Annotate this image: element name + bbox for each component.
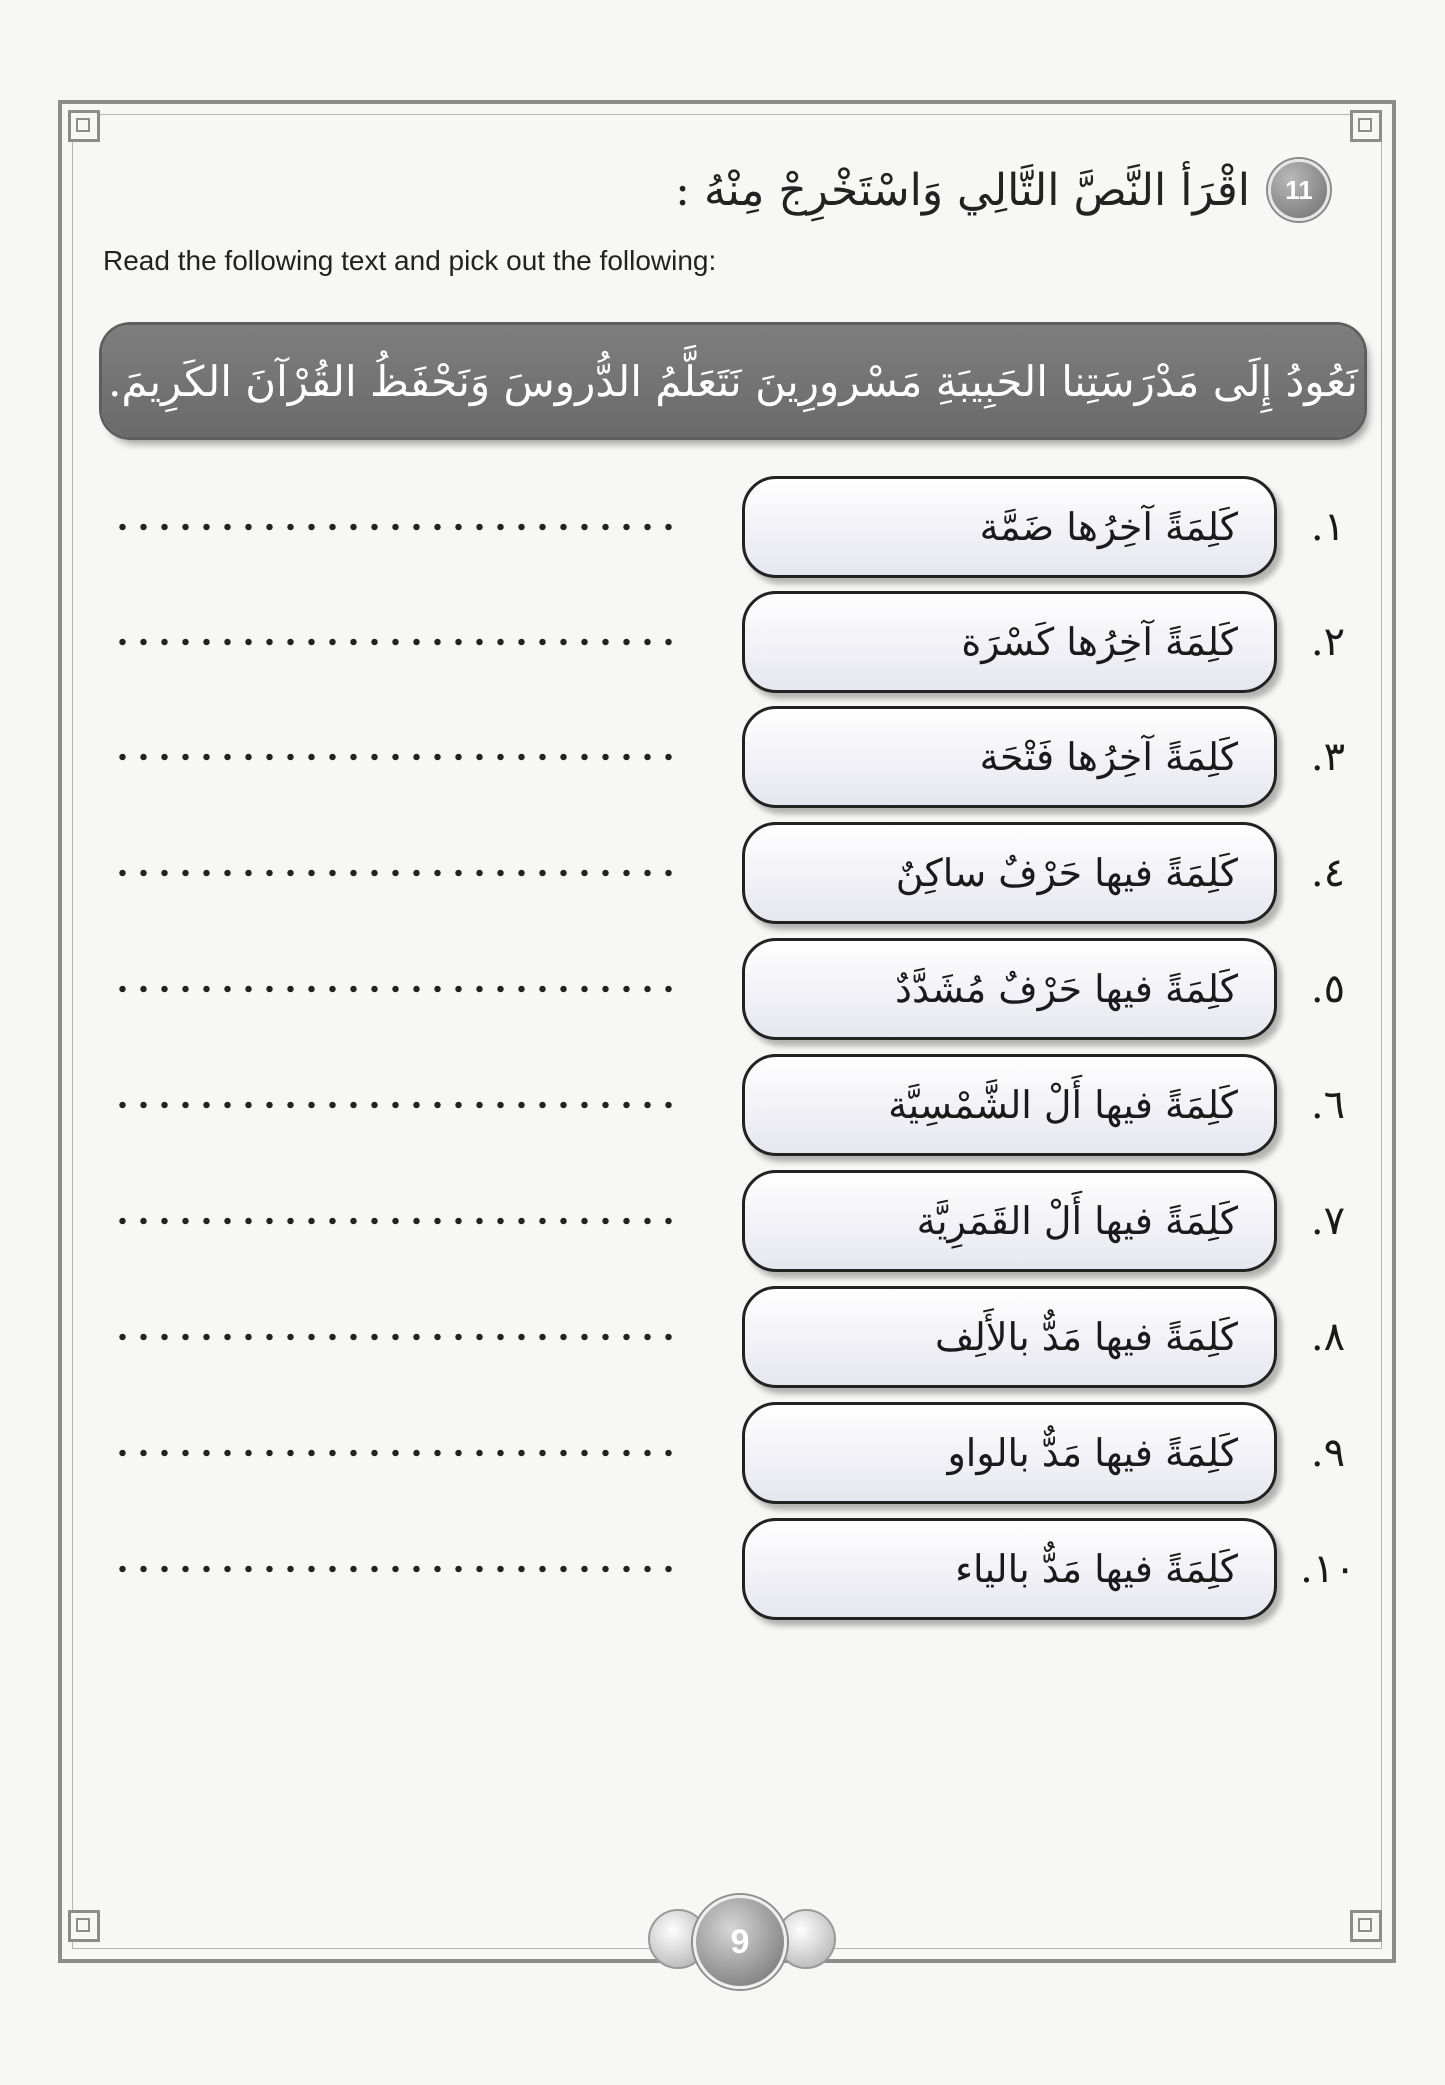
item-number: ٩. xyxy=(1310,1430,1346,1476)
prompt-text: كَلِمَةً فيها مَدٌّ بالياء xyxy=(955,1547,1238,1591)
item-number: ٣. xyxy=(1310,734,1346,780)
prompt-box xyxy=(742,1286,1277,1388)
prompt-text: كَلِمَةً فيها مَدٌّ بالواو xyxy=(947,1431,1238,1475)
prompt-box xyxy=(742,1518,1277,1620)
prompt-box xyxy=(742,1402,1277,1504)
item-number: ٦. xyxy=(1310,1082,1346,1128)
list-item xyxy=(100,706,1360,808)
prompt-text: كَلِمَةً آخِرُها ضَمَّة xyxy=(979,505,1238,549)
answer-line[interactable] xyxy=(112,1448,682,1458)
item-number: ٨. xyxy=(1310,1314,1346,1360)
prompt-box xyxy=(742,1170,1277,1272)
answer-line[interactable] xyxy=(112,522,682,532)
list-item xyxy=(100,1170,1360,1272)
prompt-box xyxy=(742,822,1277,924)
item-number: ٤. xyxy=(1310,850,1346,896)
list-item xyxy=(100,938,1360,1040)
page-number: 9 xyxy=(693,1895,787,1989)
prompt-box xyxy=(742,591,1277,693)
prompt-text: كَلِمَةً آخِرُها فَتْحَة xyxy=(979,735,1238,779)
answer-line[interactable] xyxy=(112,752,682,762)
prompt-box xyxy=(742,938,1277,1040)
exercise-number-badge: 11 xyxy=(1268,159,1330,221)
answer-line[interactable] xyxy=(112,637,682,647)
list-item xyxy=(100,591,1360,693)
item-number: ٢. xyxy=(1310,619,1346,665)
list-item xyxy=(100,1402,1360,1504)
prompt-box xyxy=(742,476,1277,578)
list-item xyxy=(100,1054,1360,1156)
item-number: ١. xyxy=(1310,504,1346,550)
answer-line[interactable] xyxy=(112,1100,682,1110)
answer-line[interactable] xyxy=(112,1332,682,1342)
prompt-box xyxy=(742,1054,1277,1156)
prompt-text: كَلِمَةً فيها أَلْ القَمَرِيَّة xyxy=(916,1199,1238,1243)
passage-text: نَعُودُ إِلَى مَدْرَسَتِنا الحَبِيبَةِ مَسْرورِينَ نَتَعَلَّمُ الدُّروسَ وَنَحْفَظُ القُرْآنَ الكَرِيمَ. xyxy=(108,356,1358,406)
prompt-text: كَلِمَةً آخِرُها كَسْرَة xyxy=(961,620,1238,664)
item-number: ٧. xyxy=(1310,1198,1346,1244)
exercise-title: اقْرَأ النَّصَّ التَّالِي وَاسْتَخْرِجْ مِنْهُ : xyxy=(675,164,1250,216)
list-item xyxy=(100,476,1360,578)
instruction-text: Read the following text and pick out the following: xyxy=(103,245,717,276)
answer-line[interactable] xyxy=(112,868,682,878)
page-number-ornament xyxy=(648,1895,833,1981)
answer-line[interactable] xyxy=(112,1216,682,1226)
prompt-text: كَلِمَةً فيها مَدٌّ بالأَلِف xyxy=(934,1315,1238,1359)
prompt-text: كَلِمَةً فيها حَرْفٌ ساكِنٌ xyxy=(895,851,1238,895)
item-number: ٥. xyxy=(1310,966,1346,1012)
prompt-text: كَلِمَةً فيها حَرْفٌ مُشَدَّدٌ xyxy=(895,967,1238,1011)
list-item xyxy=(100,822,1360,924)
prompt-text: كَلِمَةً فيها أَلْ الشَّمْسِيَّة xyxy=(888,1083,1238,1127)
prompt-box xyxy=(742,706,1277,808)
item-number: ١٠. xyxy=(1300,1546,1356,1592)
list-item xyxy=(100,1518,1360,1620)
list-item xyxy=(100,1286,1360,1388)
answer-line[interactable] xyxy=(112,1564,682,1574)
answer-line[interactable] xyxy=(112,984,682,994)
